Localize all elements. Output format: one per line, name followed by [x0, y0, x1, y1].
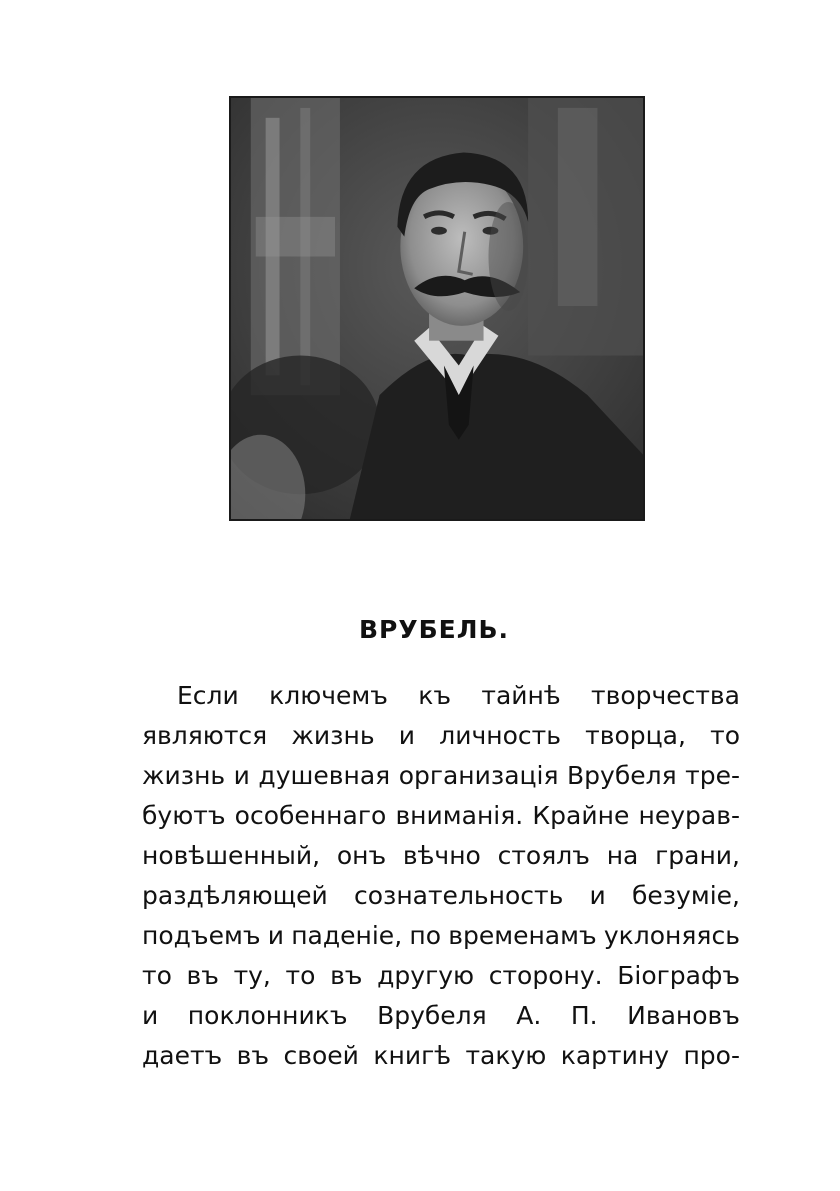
word: ту, [233, 961, 271, 990]
word: ключемъ [269, 681, 388, 710]
word: П. [570, 1001, 598, 1030]
word: организацiя [398, 761, 559, 790]
word: то [285, 961, 316, 990]
word: неурав- [638, 801, 740, 830]
word: являются [142, 721, 268, 750]
word: то [710, 721, 740, 750]
word: буютъ [142, 801, 226, 830]
word: то [142, 961, 172, 990]
word: вниманiя. [395, 801, 524, 830]
text-line [142, 876, 740, 916]
text-line [142, 756, 740, 796]
word: подъемъ [142, 921, 261, 950]
word: тре- [685, 761, 740, 790]
word: другую [377, 961, 475, 990]
word: въ [330, 961, 363, 990]
word: такую [465, 1041, 547, 1070]
word: даетъ [142, 1041, 223, 1070]
word: А. [516, 1001, 542, 1030]
word: и [589, 881, 606, 910]
word: стоялъ [497, 841, 590, 870]
word: творчества [591, 681, 740, 710]
word: про- [683, 1041, 740, 1070]
word: безумiе, [631, 881, 740, 910]
word: къ [418, 681, 452, 710]
portrait-illustration [229, 96, 645, 521]
word: и [142, 1001, 159, 1030]
word: и [233, 761, 250, 790]
text-line [142, 956, 740, 996]
word: раздѣляющей [142, 881, 328, 910]
word: сторону. [488, 961, 603, 990]
word: Крайне [532, 801, 630, 830]
word: Врубеля [377, 1001, 487, 1030]
word: жизнь [291, 721, 375, 750]
word: своей [283, 1041, 359, 1070]
text-line [142, 836, 740, 876]
text-line [142, 996, 740, 1036]
text-line [142, 1036, 740, 1076]
word: Бiографъ [617, 961, 740, 990]
word: и [267, 921, 284, 950]
word: и [398, 721, 416, 750]
word: сознательность [354, 881, 564, 910]
word: поклонникъ [187, 1001, 348, 1030]
word: по [409, 921, 441, 950]
word: жизнь [142, 761, 226, 790]
word: паденiе, [291, 921, 403, 950]
portrait-image [231, 98, 643, 519]
word: тайнѣ [481, 681, 561, 710]
chapter-title: ВРУБЕЛЬ. [358, 615, 510, 644]
word: уклоняясь [603, 921, 740, 950]
text-line [142, 676, 740, 716]
text-line [142, 916, 740, 956]
text-line [142, 716, 740, 756]
word: въ [186, 961, 219, 990]
word: Ивановъ [627, 1001, 740, 1030]
text-line [142, 796, 740, 836]
word: въ [236, 1041, 270, 1070]
word: временамъ [448, 921, 597, 950]
word: новѣшенный, [142, 841, 321, 870]
word: особеннаго [234, 801, 387, 830]
word: книгѣ [373, 1041, 452, 1070]
word: личность [439, 721, 561, 750]
word: вѣчно [402, 841, 481, 870]
word: онъ [336, 841, 387, 870]
word: творца, [585, 721, 686, 750]
word: Если [177, 681, 239, 710]
word: Врубеля [567, 761, 677, 790]
word: картину [560, 1041, 669, 1070]
word: на [606, 841, 639, 870]
body-text [142, 676, 740, 1076]
word: душевная [258, 761, 391, 790]
word: грани, [655, 841, 740, 870]
